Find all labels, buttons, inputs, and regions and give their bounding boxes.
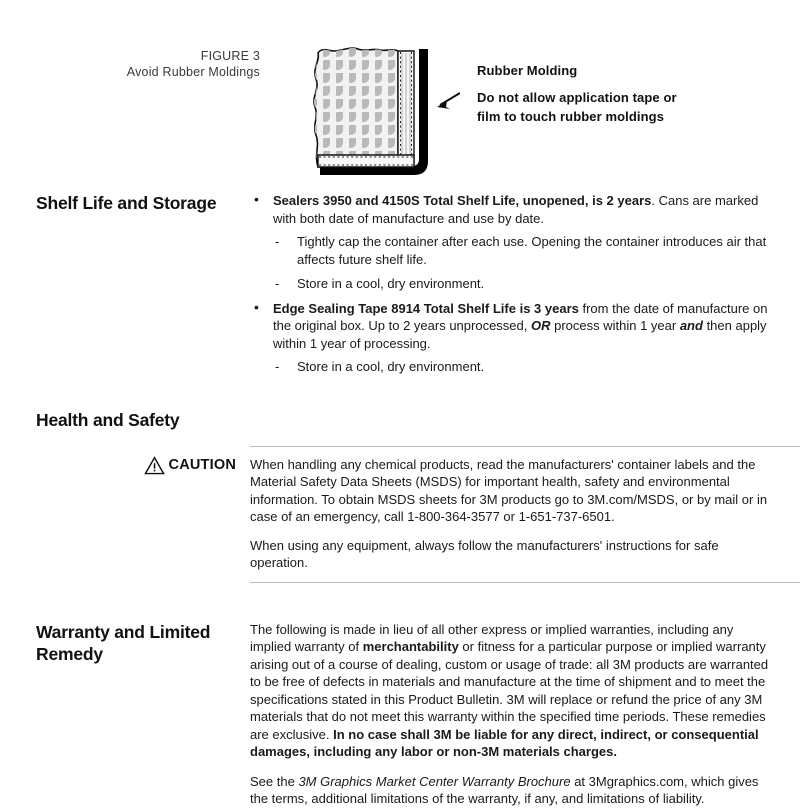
figure-title: Avoid Rubber Moldings bbox=[126, 65, 260, 79]
bullet-1-rest: . Cans are marked with both date of manufacture and use by date. bbox=[273, 193, 759, 226]
warranty-p2-part-a: See the bbox=[250, 773, 299, 789]
warranty-paragraph-2 bbox=[250, 773, 778, 808]
section-heading-shelf-life: Shelf Life and Storage bbox=[36, 193, 217, 213]
warranty-p2-brochure-title: 3M Graphics Market Center Warranty Brochure bbox=[298, 773, 571, 789]
caution-label bbox=[0, 446, 250, 475]
section-shelf-life-and-storage bbox=[0, 192, 800, 383]
warranty-heading-line-1: Warranty and Limited bbox=[36, 621, 211, 642]
list-item: - Tightly cap the container after each use. Opening the container introduces air that affects future shelf life. bbox=[273, 233, 778, 268]
rubber-molding-diagram bbox=[310, 45, 460, 185]
bullet-2-bold-lead: Edge Sealing Tape 8914 Total Shelf Life is 3 years bbox=[273, 300, 579, 316]
figure-caption bbox=[60, 48, 260, 80]
warranty-p1-bold-merchantability: merchantability bbox=[362, 639, 459, 654]
warranty-p1-bold-liability: In no case shall 3M be liable for any direct, indirect, or consequential damages, including any labor or non-3M materials charges. bbox=[250, 726, 759, 759]
warranty-p2-part-b: at 3Mgraphics.com, which gives the terms, additional limitations of the warranty, if any, and limitations of liability. bbox=[250, 773, 759, 806]
caution-box bbox=[250, 446, 800, 583]
shelf-life-sub-list-1 bbox=[273, 233, 778, 293]
bullet-2-rest-b: process within 1 year bbox=[550, 318, 680, 333]
bullet-2-rest-c: then apply within 1 year of processing. bbox=[273, 318, 767, 351]
callout-line-2: film to touch rubber moldings bbox=[477, 109, 665, 124]
section-health-and-safety bbox=[0, 409, 800, 431]
callout-body bbox=[477, 88, 737, 126]
list-item bbox=[250, 192, 778, 293]
section-body-shelf-life bbox=[250, 192, 800, 383]
warranty-paragraph-1 bbox=[250, 621, 778, 761]
callout-line-1: Do not allow application tape or bbox=[477, 90, 677, 105]
section-warranty-and-limited-remedy bbox=[0, 621, 800, 808]
figure-block bbox=[0, 0, 800, 150]
shelf-life-bullet-list bbox=[250, 192, 778, 376]
warranty-heading-line-2: Remedy bbox=[36, 643, 103, 664]
caution-paragraph-1: When handling any chemical products, read the manufacturers' container labels and the Material Safety Data Sheets (MSDS) for important health, safety and environmental information. To obtain MSDS sheets for 3M products go to 3M.com/MSDS, or by mail or in case of an emergency, call 1-800-364-3577 or 1-651-737-6501. bbox=[250, 456, 768, 524]
section-heading-warranty bbox=[0, 621, 250, 808]
warranty-body bbox=[250, 621, 800, 808]
rubber-molding-diagram-icon bbox=[310, 45, 460, 185]
list-item: - Store in a cool, dry environment. bbox=[273, 358, 778, 376]
caution-text: CAUTION bbox=[168, 456, 236, 473]
figure-number: FIGURE 3 bbox=[200, 49, 260, 63]
section-heading-health-and-safety: Health and Safety bbox=[36, 409, 180, 430]
callout-title: Rubber Molding bbox=[477, 63, 578, 78]
left-arrow-icon bbox=[437, 93, 460, 109]
bullet-1-bold-lead: Sealers 3950 and 4150S Total Shelf Life, unopened, is 2 years bbox=[273, 193, 652, 208]
shelf-life-sub-list-2 bbox=[273, 358, 778, 376]
list-item: - Store in a cool, dry environment. bbox=[273, 275, 778, 293]
warranty-p1-part-b: or fitness for a particular purpose or implied warranty arising out of a course of dealing, custom or usage of trade: all 3M products are warranted to be free of defects in materials and manufacture at the time of shipment and to meet the specifications stated in this Product Bulletin. 3M will replace or refund the price of any 3M materials that do not meet this warranty within the specified time periods. These remedies are exclusive. bbox=[250, 639, 769, 742]
warranty-p1-part-a: The following is made in lieu of all other express or implied warranties, including any implied warranty of bbox=[250, 621, 734, 654]
bullet-2-em-and: and bbox=[679, 318, 703, 333]
caution-paragraph-2: When using any equipment, always follow the manufacturers' instructions for safe operation. bbox=[250, 537, 719, 570]
caution-row bbox=[0, 446, 800, 583]
bullet-2-rest-a: from the date of manufacture on the original box. Up to 2 years unprocessed, bbox=[273, 300, 768, 333]
warning-triangle-icon bbox=[144, 456, 165, 475]
list-item bbox=[250, 300, 778, 376]
bullet-2-em-or: OR bbox=[530, 318, 551, 333]
